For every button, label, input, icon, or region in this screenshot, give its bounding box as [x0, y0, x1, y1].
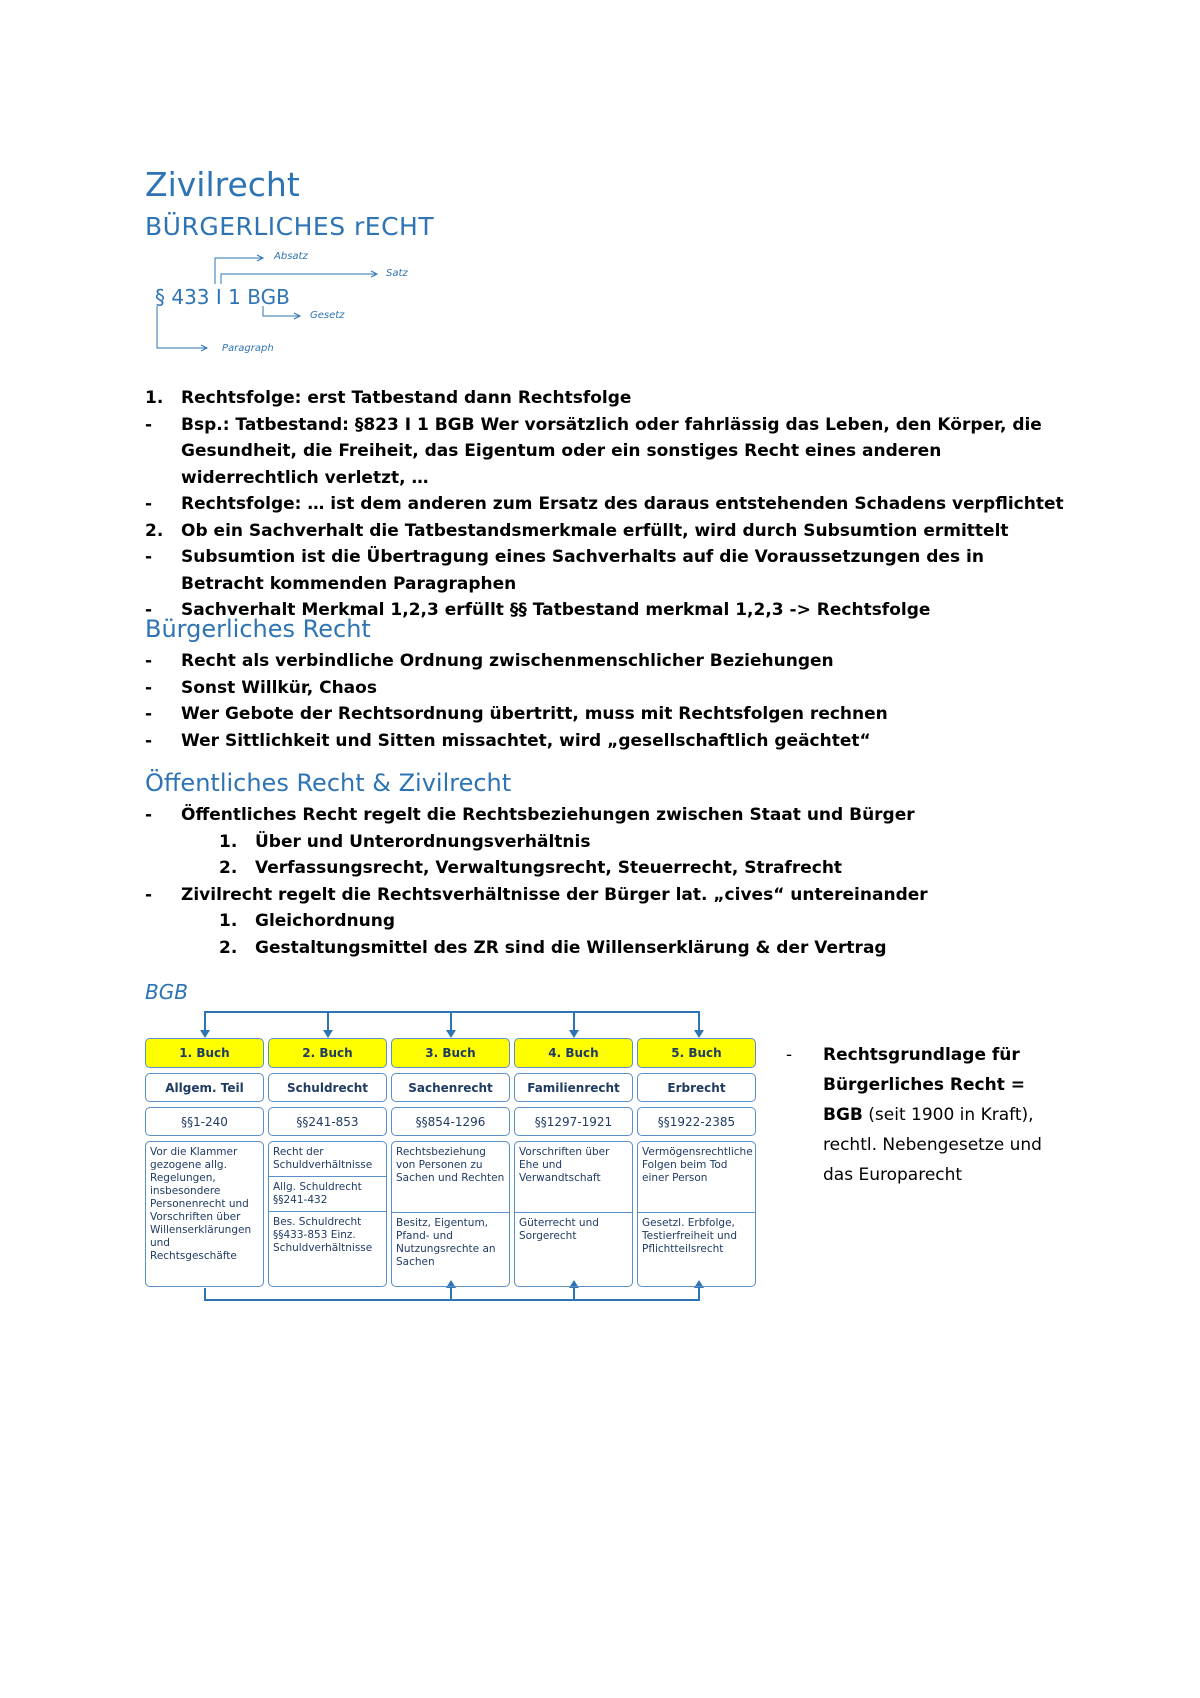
list-item: 1. Über und Unterordnungsverhältnis [219, 831, 591, 852]
document-subtitle: BÜRGERLICHES rECHT [145, 212, 435, 241]
bgb-structure-diagram [145, 1006, 765, 1316]
book-range: §§1922-2385 [637, 1107, 756, 1136]
bgb-title: BGB [145, 980, 188, 1004]
bgb-side-note [786, 1040, 1046, 1190]
label-absatz: Absatz [274, 251, 308, 262]
section-heading-buergerliches-recht: Bürgerliches Recht [145, 615, 371, 643]
book-name: Sachenrecht [391, 1073, 510, 1102]
list-item: - Sonst Willkür, Chaos [145, 677, 377, 698]
label-gesetz: Gesetz [310, 310, 345, 321]
list-item: 1. Gleichordnung [219, 911, 396, 931]
book-description: Recht der Schuldverhältnisse Allg. Schuldrecht §§241-432 Bes. Schuldrecht §§433-853 Einz. Schuldverhältnisse [268, 1141, 387, 1287]
book-name: Schuldrecht [268, 1073, 387, 1102]
list-item: 2. Gestaltungsmittel des ZR sind die Willenserklärung & der Vertrag [219, 937, 887, 958]
document-title: Zivilrecht [145, 165, 300, 204]
bullet-marker: - [786, 1045, 793, 1065]
side-note-bold: Rechtsgrundlage für Bürgerliches Recht = BGB [823, 1045, 1026, 1125]
list-item: - Wer Sittlichkeit und Sitten missachtet, wird „gesellschaftlich geächtet“ [145, 730, 871, 751]
oeffentliches-recht-list [145, 802, 1065, 961]
intro-list [145, 385, 1065, 624]
list-item: - Wer Gebote der Rechtsordnung übertritt, muss mit Rechtsfolgen rechnen [145, 704, 888, 724]
list-item: 2. Ob ein Sachverhalt die Tatbestandsmerkmale erfüllt, wird durch Subsumtion ermittelt [145, 520, 1009, 541]
book-name: Familienrecht [514, 1073, 633, 1102]
label-satz: Satz [386, 268, 408, 279]
book-range: §§854-1296 [391, 1107, 510, 1136]
list-item: 2. Verfassungsrecht, Verwaltungsrecht, Steuerrecht, Strafrecht [219, 858, 843, 878]
buergerliches-recht-list [145, 648, 1065, 754]
list-item: - Recht als verbindliche Ordnung zwischenmenschlicher Beziehungen [145, 651, 834, 671]
list-item: - Sachverhalt Merkmal 1,2,3 erfüllt §§ Tatbestand merkmal 1,2,3 -> Rechtsfolge [145, 600, 931, 620]
side-note-text: (seit 1900 in Kraft), rechtl. Nebengesetze und das Europarecht [823, 1105, 1042, 1185]
list-item: - Bsp.: Tatbestand: §823 I 1 BGB Wer vorsätzlich oder fahrlässig das Leben, den Körper, die Gesundheit, die Freiheit, das Eigentum oder ein sonstiges Recht eines anderen widerrechtlich verletzt, … [145, 414, 1042, 488]
list-item: - Subsumtion ist die Übertragung eines Sachverhalts auf die Voraussetzungen des in Betracht kommenden Paragraphen [145, 547, 984, 594]
book-range: §§1297-1921 [514, 1107, 633, 1136]
list-item: - Rechtsfolge: … ist dem anderen zum Ersatz des daraus entstehenden Schadens verpflichtet [145, 494, 1064, 514]
list-item: - Öffentliches Recht regelt die Rechtsbeziehungen zwischen Staat und Bürger [145, 805, 915, 825]
book-header: 5. Buch [637, 1038, 756, 1068]
book-name: Allgem. Teil [145, 1073, 264, 1102]
book-description: Vermögensrechtliche Folgen beim Tod einer Person Gesetzl. Erbfolge, Testierfreiheit und Pflichtteilsrecht [637, 1141, 756, 1287]
book-description: Vorschriften über Ehe und Verwandtschaft Güterrecht und Sorgerecht [514, 1141, 633, 1287]
book-header: 1. Buch [145, 1038, 264, 1068]
book-description: Vor die Klammer gezogene allg. Regelungen, insbesondere Personenrecht und Vorschriften über Willenserklärungen und Rechtsgeschäfte [145, 1141, 264, 1287]
label-paragraph: Paragraph [222, 343, 274, 354]
book-header: 2. Buch [268, 1038, 387, 1068]
book-header: 3. Buch [391, 1038, 510, 1068]
list-item: 1. Rechtsfolge: erst Tatbestand dann Rechtsfolge [145, 388, 632, 408]
section-heading-oeffentliches-recht: Öffentliches Recht & Zivilrecht [145, 769, 512, 797]
book-name: Erbrecht [637, 1073, 756, 1102]
list-item: - Zivilrecht regelt die Rechtsverhältnisse der Bürger lat. „cives“ untereinander [145, 884, 928, 905]
citation-example: § 433 I 1 BGB [155, 285, 290, 309]
book-range: §§241-853 [268, 1107, 387, 1136]
book-header: 4. Buch [514, 1038, 633, 1068]
book-range: §§1-240 [145, 1107, 264, 1136]
book-description: Rechtsbeziehung von Personen zu Sachen und Rechten Besitz, Eigentum, Pfand- und Nutzungsrechte an Sachen [391, 1141, 510, 1287]
